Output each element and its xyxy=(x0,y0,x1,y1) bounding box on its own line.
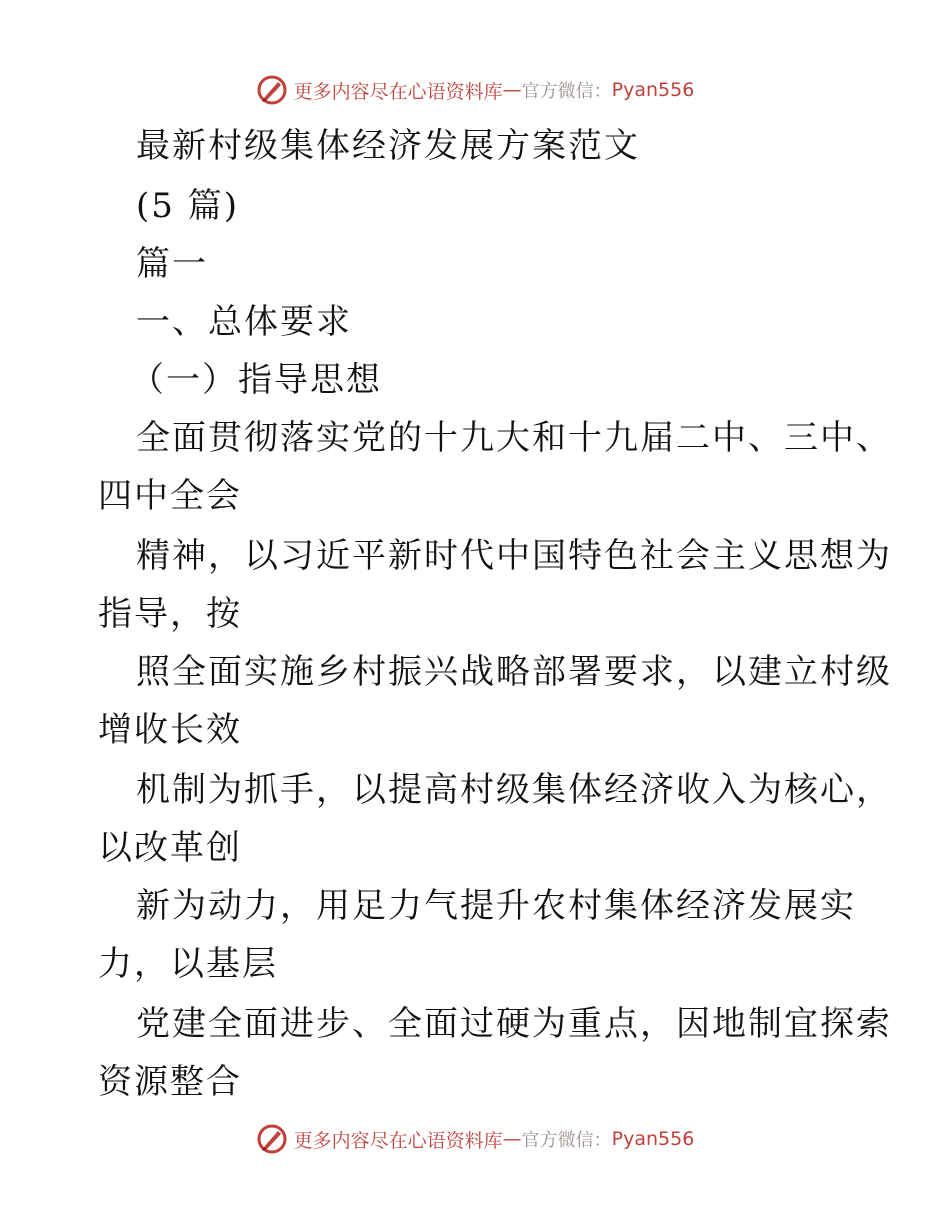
document-title: 最新村级集体经济发展方案范文 xyxy=(136,126,640,166)
paragraph-line: 照全面实施乡村振兴战略部署要求，以建立村级 xyxy=(136,652,892,692)
paragraph-line: 力，以基层 xyxy=(98,944,278,984)
paragraph-line: 精神，以习近平新时代中国特色社会主义思想为 xyxy=(136,536,892,576)
paragraph-line: 增收长效 xyxy=(98,710,242,750)
watermark-wechat-label: 官方微信： xyxy=(521,1130,612,1151)
watermark-text: 更多内容尽在心语资料库 xyxy=(293,1129,503,1152)
footer-watermark xyxy=(0,1119,950,1159)
watermark-separator: — xyxy=(502,1128,522,1150)
header-watermark xyxy=(0,70,950,110)
watermark-wechat-id: Pyan556 xyxy=(611,1128,695,1150)
paragraph-line: 以改革创 xyxy=(98,828,242,868)
pen-logo-icon xyxy=(256,1123,288,1155)
pen-logo-icon xyxy=(256,74,288,106)
section-label: 篇一 xyxy=(136,244,208,284)
paragraph-line: 四中全会 xyxy=(98,476,242,516)
paragraph-line: 党建全面进步、全面过硬为重点，因地制宜探索 xyxy=(136,1004,892,1044)
document-count: (5 篇) xyxy=(136,186,239,226)
heading-level-1: 一、总体要求 xyxy=(136,302,352,342)
watermark-wechat-id: Pyan556 xyxy=(611,79,695,101)
paragraph-line: 新为动力，用足力气提升农村集体经济发展实 xyxy=(136,886,856,926)
paragraph-line: 机制为抓手，以提高村级集体经济收入为核心， xyxy=(136,770,892,810)
watermark-separator: — xyxy=(502,79,522,101)
heading-level-2: （一）指导思想 xyxy=(130,360,382,400)
watermark-wechat-label: 官方微信： xyxy=(521,81,612,102)
paragraph-line: 资源整合 xyxy=(98,1062,242,1102)
watermark-text: 更多内容尽在心语资料库 xyxy=(293,80,503,103)
paragraph-line: 指导，按 xyxy=(98,594,242,634)
paragraph-line: 全面贯彻落实党的十九大和十九届二中、三中、 xyxy=(136,418,892,458)
